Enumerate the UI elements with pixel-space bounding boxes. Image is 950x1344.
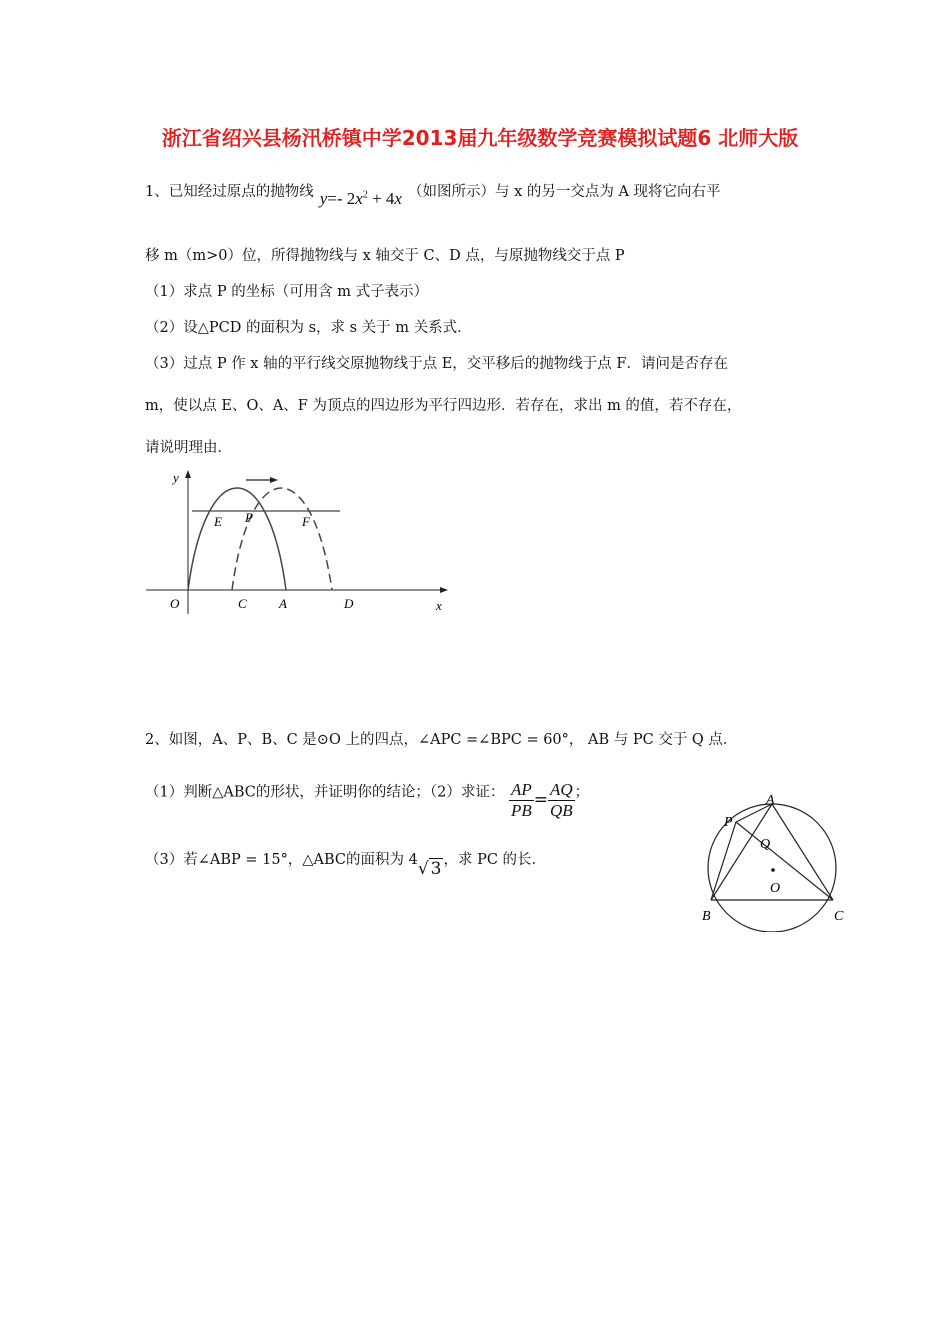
label-c: C [834,909,844,924]
frac-tail: ； [574,784,590,801]
problem1-q1: （1）求点 P 的坐标（可用含 m 式子表示） [145,284,429,300]
label-c: C [238,596,247,611]
formula-plus: + 4 [367,189,395,208]
segment-pc [736,822,833,900]
segment-ab [711,804,772,900]
segment-ac [772,804,833,900]
formula-y: y [319,189,328,208]
label-q: Q [760,837,771,852]
formula-x: x [394,189,402,208]
label-e: E [214,514,222,529]
center-dot [771,868,775,872]
problem1-line2: 移 m（m>0）位，所得抛物线与 x 轴交于 C、D 点，与原抛物线交于点 P [145,248,625,264]
problem1-intro-a: 1、已知经过原点的抛物线 [145,184,314,200]
shifted-parabola [232,488,332,590]
sqrt-radicand: 3 [430,859,442,879]
parabola-figure [140,462,460,622]
label-y: y [173,470,179,485]
frac-right-num: AQ [549,780,573,799]
label-x: x [436,598,442,613]
formula-eq: =- 2 [327,189,356,208]
formula-sup: 2 [362,189,368,201]
problem1-intro-b: （如图所示）与 x 的另一交点为 A 现将它向右平 [407,184,721,200]
frac-left-num: AP [510,780,532,799]
frac-right-den: QB [549,801,573,820]
problem2-q1-q2 [145,772,590,820]
frac-left-den: PB [510,801,532,820]
problem2-line1: 2、如图，A、P、B、C 是⊙O 上的四点，∠APC =∠BPC = 60°， AB 与 PC 交于 Q 点． [145,732,738,748]
problem2-q1-q2-text: （1）判断△ABC的形状，并证明你的结论；（2）求证： [145,784,505,801]
label-p: P [245,510,253,525]
label-a: A [279,596,287,611]
formula-x2: x [355,189,363,208]
problem1-line1 [145,180,721,208]
label-b: B [702,909,711,924]
problem2-q3 [145,848,547,879]
segment-pb [711,822,736,900]
fraction-aq-qb [548,780,575,821]
problem2-q3-b: ，求 PC 的长． [443,852,547,868]
label-p: P [724,815,733,830]
label-d: D [344,596,354,611]
sqrt-symbol: √ 3 [417,859,442,879]
problem1-q3c: 请说明理由． [145,440,232,456]
label-a: A [766,793,775,808]
fraction-ap-pb [509,780,534,821]
problem1-q2: （2）设△PCD 的面积为 s，求 s 关于 m 关系式． [145,320,472,336]
circle-figure [696,792,856,932]
x-axis-arrow [440,587,448,593]
frac-eq: = [533,789,548,810]
page-title: 浙江省绍兴县杨汛桥镇中学2013届九年级数学竞赛模拟试题6 北师大版 [161,126,799,150]
problem1-q3b: m，使以点 E、O、A、F 为顶点的四边形为平行四边形．若存在，求出 m 的值，若不存在， [145,398,742,414]
shift-arrowhead [270,477,278,483]
y-axis-arrow [185,470,191,478]
label-o: O [770,881,781,896]
problem2-q3-a: （3）若∠ABP = 15°，△ABC的面积为 4 [145,852,418,868]
label-o: O [170,596,180,611]
original-parabola [188,488,286,590]
problem1-q3a: （3）过点 P 作 x 轴的平行线交原抛物线于点 E，交平移后的抛物线于点 F．请问是否存在 [145,356,728,372]
problem1-formula [320,189,402,208]
label-f: F [302,514,310,529]
